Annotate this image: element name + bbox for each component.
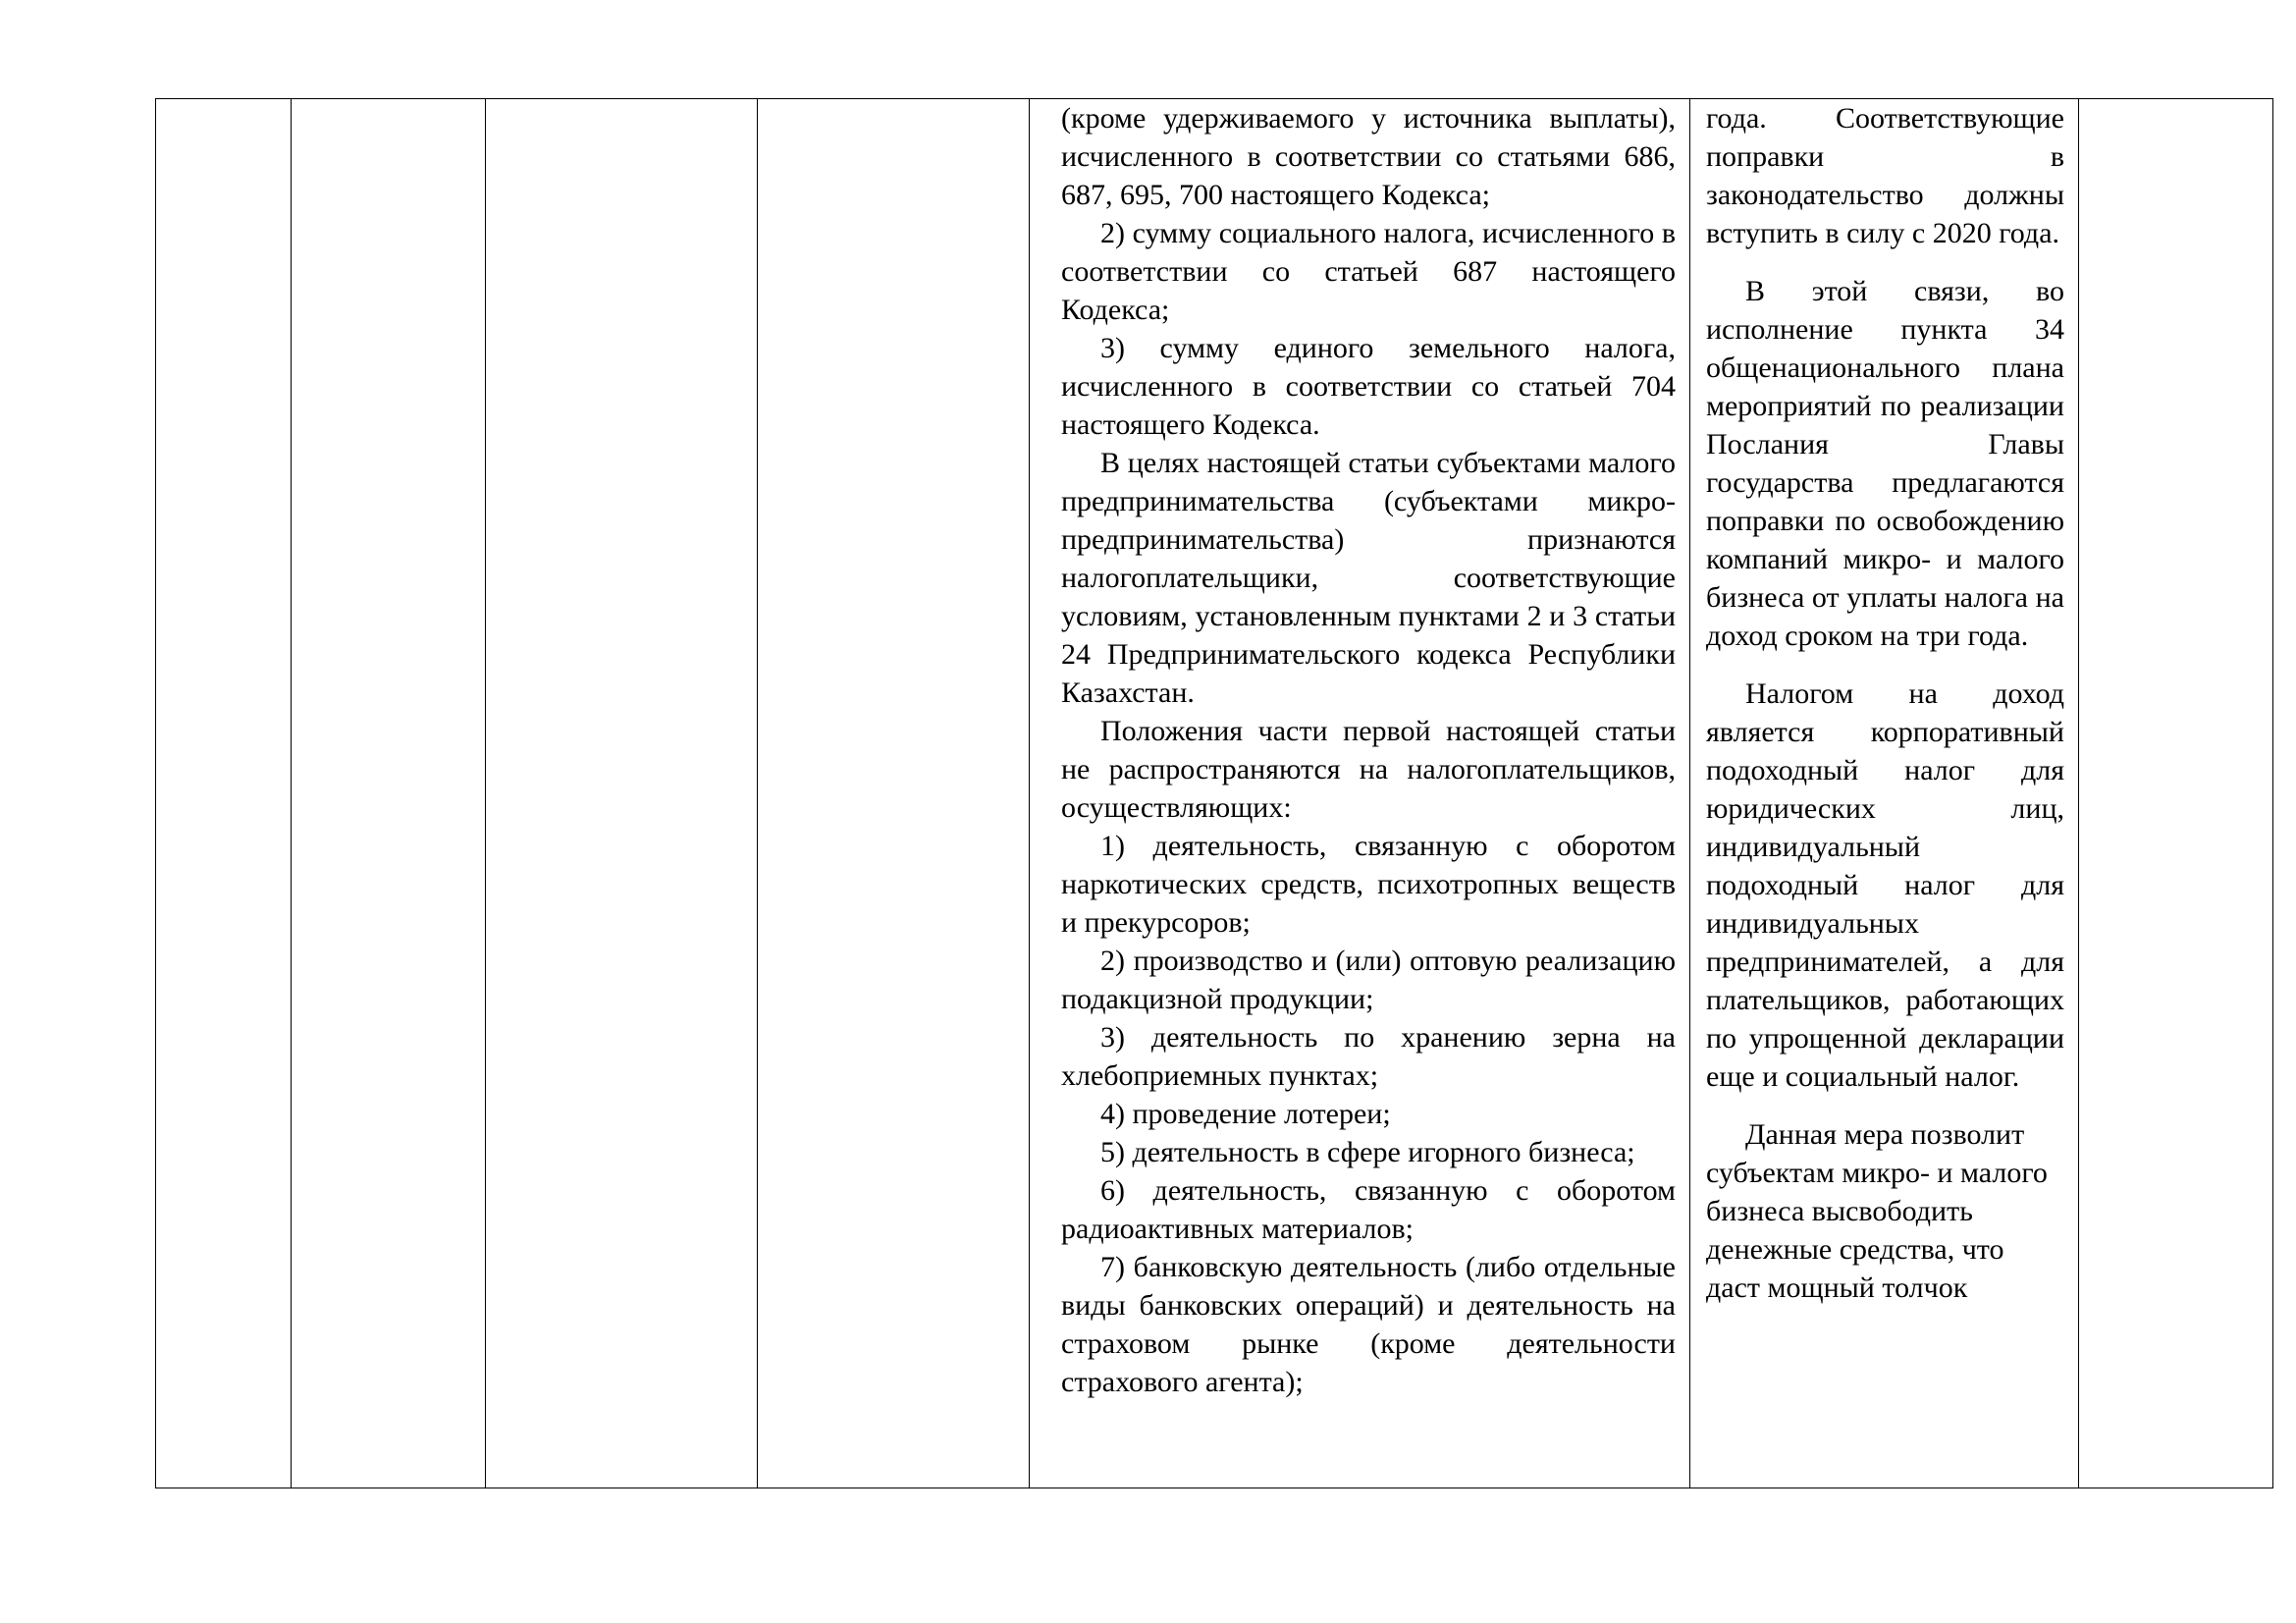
law-para-6: 2) производство и (или) оптовую реализацию подакцизной продукции; xyxy=(1061,945,1676,1015)
law-para-2: 3) сумму единого земельного налога, исчисленного в соответствии со статьей 704 настоящего Кодекса. xyxy=(1061,332,1676,441)
law-para-1: 2) сумму социального налога, исчисленного в соответствии со статьей 687 настоящего Кодекса; xyxy=(1061,217,1676,326)
cell-number xyxy=(156,99,292,1488)
cell-law-text xyxy=(1030,99,1690,1488)
law-para-3: В целях настоящей статьи субъектами малого предпринимательства (субъектами микро-предпринимательства) признаются налогоплательщики, соответствующие условиям, установленным пунктами 2 и 3 статьи 24 Предпринимательского кодекса Республики Казахстан. xyxy=(1061,447,1676,709)
law-para-0: (кроме удерживаемого у источника выплаты), исчисленного в соответствии со статьями 686, 687, 695, 700 настоящего Кодекса; xyxy=(1061,102,1676,211)
cell-notes xyxy=(2079,99,2273,1488)
law-para-5: 1) деятельность, связанную с оборотом наркотических средств, психотропных веществ и прекурсоров; xyxy=(1061,830,1676,939)
law-para-10: 6) деятельность, связанную с оборотом радиоактивных материалов; xyxy=(1061,1174,1676,1245)
comparison-table xyxy=(155,98,2273,1488)
justification-para-1: В этой связи, во исполнение пункта 34 общенационального плана мероприятий по реализации Послания Главы государства предлагаются поправки по освобождению компаний микро- и малого бизнеса от уплаты налога на доход сроком на три года. xyxy=(1706,275,2064,652)
justification-para-3: Данная мера позволит субъектам микро- и малого бизнеса высвободить денежные средства, что даст мощный толчок xyxy=(1706,1118,2048,1304)
law-para-7: 3) деятельность по хранению зерна на хлебоприемных пунктах; xyxy=(1061,1021,1676,1092)
table-row xyxy=(156,99,2273,1488)
cell-structural-unit xyxy=(292,99,486,1488)
law-para-11: 7) банковскую деятельность (либо отдельные виды банковских операций) и деятельность на страховом рынке (кроме деятельности страхового агента); xyxy=(1061,1251,1676,1398)
cell-proposed-edition xyxy=(758,99,1030,1488)
cell-current-edition xyxy=(486,99,758,1488)
justification-para-2: Налогом на доход является корпоративный подоходный налог для юридических лиц, индивидуальный подоходный налог для индивидуальных предпринимателей, а для плательщиков, работающих по упрощенной декларации еще и социальный налог. xyxy=(1706,677,2064,1093)
law-para-8: 4) проведение лотереи; xyxy=(1100,1098,1391,1130)
justification-para-0: года. Соответствующие поправки в законодательство должны вступить в силу с 2020 года. xyxy=(1706,102,2064,249)
law-para-9: 5) деятельность в сфере игорного бизнеса; xyxy=(1100,1136,1635,1168)
law-para-4: Положения части первой настоящей статьи не распространяются на налогоплательщиков, осуществляющих: xyxy=(1061,715,1676,824)
cell-justification xyxy=(1690,99,2079,1488)
